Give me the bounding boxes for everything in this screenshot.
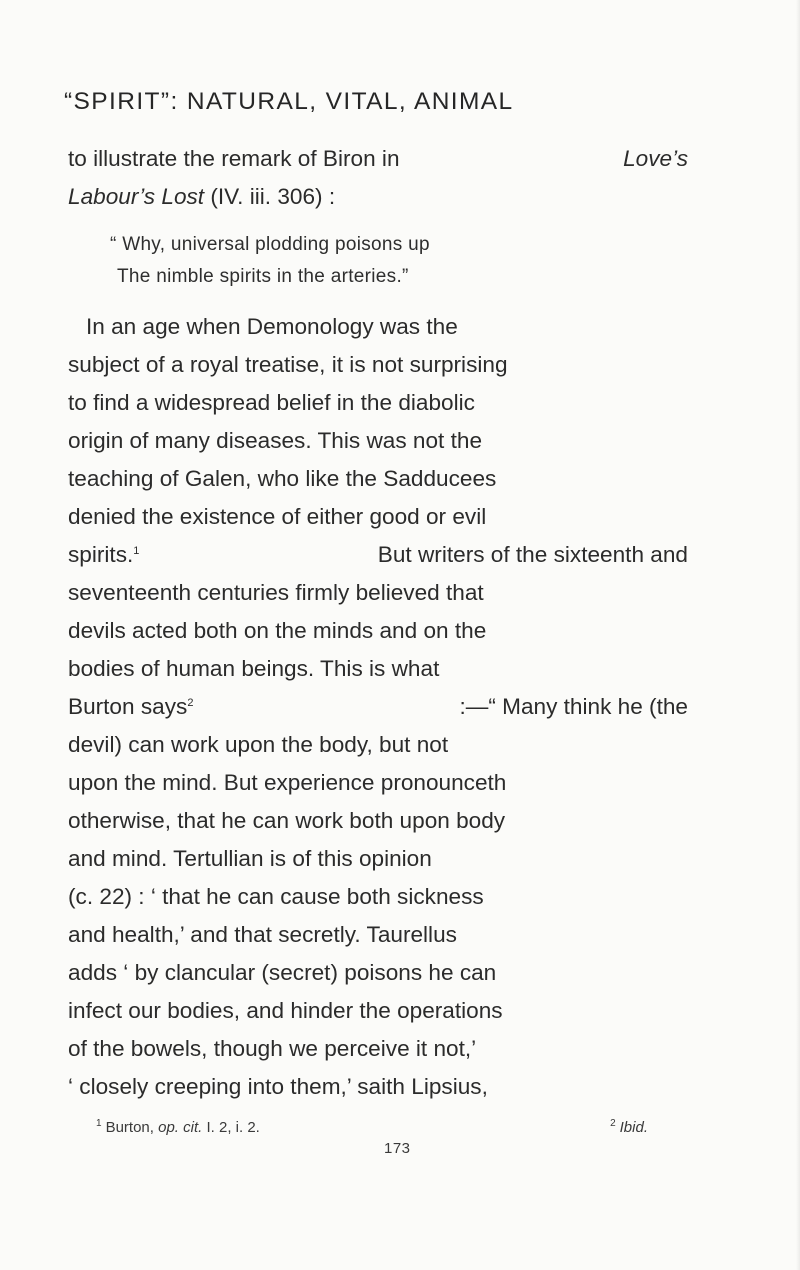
quote-line-1: “ Why, universal plodding poisons up <box>110 234 430 255</box>
paragraph-line: and health,’ and that secretly. Taurellus <box>68 922 457 947</box>
paragraph-line: infect our bodies, and hinder the operations <box>68 998 503 1023</box>
paragraph-line: (c. 22) : ‘ that he can cause both sickness <box>68 884 484 909</box>
paragraph-line: spirits.$^1$ But writers of the sixteenth and <box>68 542 688 567</box>
paragraph-line: upon the mind. But experience pronounceth <box>68 770 507 795</box>
footnote-ref-1[interactable]: 1 <box>133 545 140 557</box>
paragraph-line: devil) can work upon the body, but not <box>68 732 449 757</box>
paragraph-line: devils acted both on the minds and on the <box>68 618 487 643</box>
footnote-2: $^2$ Ibid. <box>610 1118 648 1136</box>
intro-line-1: to illustrate the remark of Biron in Love’s <box>68 146 688 171</box>
paragraph-line: denied the existence of either good or evil <box>68 504 487 529</box>
footnotes <box>96 1118 668 1136</box>
intro-line-2: Labour’s Lost (IV. iii. 306) : <box>68 184 336 209</box>
paragraph-line: ‘ closely creeping into them,’ saith Lipsius, <box>68 1074 488 1099</box>
paragraph-line: Burton says$^2$ :—“ Many think he (the <box>68 694 688 719</box>
paragraph-line: to find a widespread belief in the diabolic <box>68 390 475 415</box>
play-title: Love’s <box>623 146 688 171</box>
page-number: 173 <box>384 1140 411 1157</box>
footnote-ref-2[interactable]: 2 <box>187 697 194 709</box>
paragraph-line: and mind. Tertullian is of this opinion <box>68 846 432 871</box>
paragraph-line: teaching of Galen, who like the Sadducees <box>68 466 497 491</box>
page-edge <box>796 0 800 1270</box>
paragraph-line: of the bowels, though we perceive it not,’ <box>68 1036 477 1061</box>
quote-line-2: The nimble spirits in the arteries.” <box>117 266 409 287</box>
paragraph-line: bodies of human beings. This is what <box>68 656 440 681</box>
paragraph-line: seventeenth centuries firmly believed that <box>68 580 484 605</box>
paragraph-line: subject of a royal treatise, it is not surprising <box>68 352 508 377</box>
running-head: “SPIRIT”: NATURAL, VITAL, ANIMAL <box>64 88 514 115</box>
paragraph-line: adds ‘ by clancular (secret) poisons he can <box>68 960 497 985</box>
play-title-cont: Labour’s Lost <box>68 184 205 209</box>
paragraph-line: In an age when Demonology was the <box>86 314 458 339</box>
footnote-1: $^1$ Burton, op. cit. I. 2, i. 2. <box>96 1118 260 1136</box>
paragraph-line: origin of many diseases. This was not the <box>68 428 483 453</box>
paragraph-line: otherwise, that he can work both upon body <box>68 808 506 833</box>
